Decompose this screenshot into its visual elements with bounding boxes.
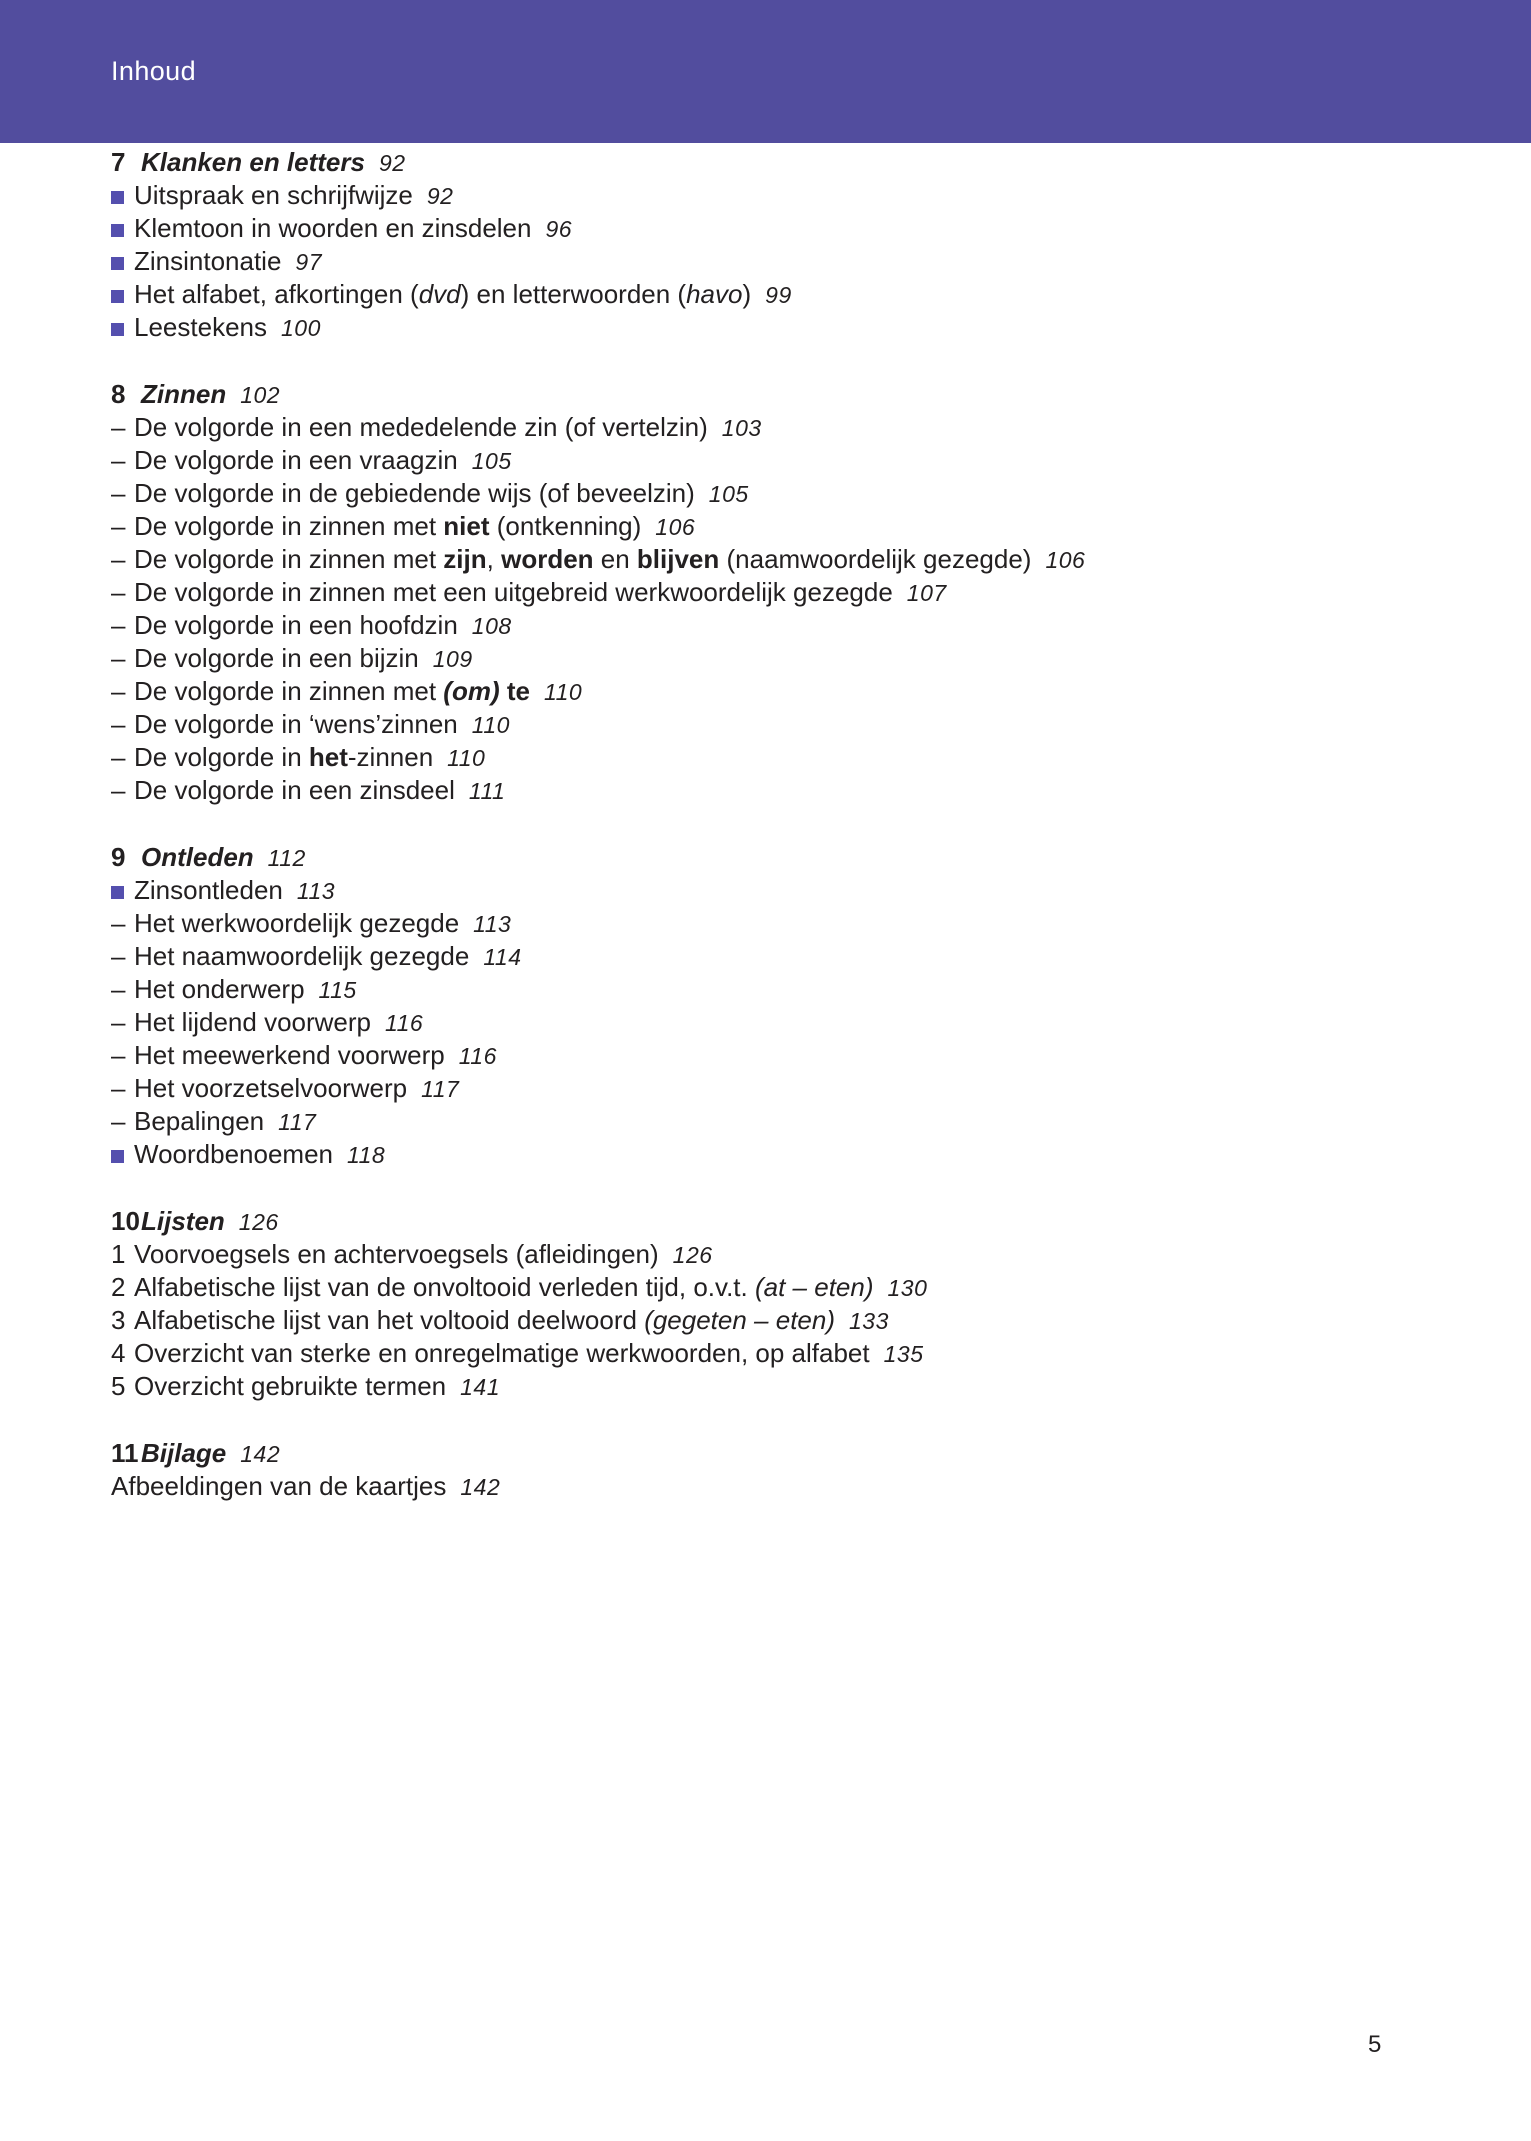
- toc-item: [111, 1105, 1511, 1138]
- item-page-number: 105: [708, 481, 749, 507]
- dash-bullet-icon: –: [111, 775, 126, 805]
- item-title: [134, 478, 695, 508]
- item-title: [134, 1239, 659, 1269]
- text-run: Het naamwoordelijk gezegde: [134, 941, 470, 971]
- square-bullet-icon: [111, 245, 134, 277]
- item-title: [134, 1305, 835, 1335]
- dash-bullet-icon: –: [111, 643, 126, 673]
- text-run: -zinnen: [347, 742, 434, 772]
- text-run: De volgorde in zinnen met: [134, 511, 444, 541]
- text-run: De volgorde in: [134, 742, 309, 772]
- toc-item: [111, 940, 1511, 973]
- item-number: 3: [111, 1305, 126, 1335]
- toc-item: [111, 179, 1511, 212]
- toc-item: [111, 907, 1511, 940]
- item-title: [134, 246, 281, 276]
- text-run: havo: [686, 279, 743, 309]
- text-run: De volgorde in zinnen met een uitgebreid werkwoordelijk gezegde: [134, 577, 893, 607]
- item-page-number: 99: [765, 282, 792, 308]
- section-page-number: 142: [240, 1441, 281, 1467]
- section-number: 7: [111, 147, 126, 177]
- item-number: 1: [111, 1239, 126, 1269]
- section-heading: [111, 841, 1511, 874]
- item-title: [134, 511, 641, 541]
- item-title: [134, 643, 419, 673]
- toc-item: [111, 1138, 1511, 1171]
- header-bar: [0, 0, 1531, 143]
- item-title: [134, 577, 893, 607]
- dash-bullet-icon: –: [111, 1007, 126, 1037]
- toc-item: [111, 278, 1511, 311]
- text-run: Het voorzetselvoorwerp: [134, 1073, 408, 1103]
- item-title: [134, 875, 283, 905]
- dash-bullet-icon: –: [111, 544, 126, 574]
- text-run: (om): [443, 676, 500, 706]
- text-run: ) en letterwoorden (: [460, 279, 687, 309]
- text-run: Alfabetische lijst van het voltooid deelwoord: [134, 1305, 645, 1335]
- item-page-number: 135: [883, 1341, 924, 1367]
- section-number: 10: [111, 1206, 140, 1236]
- item-page-number: 117: [278, 1109, 317, 1135]
- text-run: blijven: [636, 544, 720, 574]
- text-run: Het lijdend voorwerp: [134, 1007, 372, 1037]
- item-page-number: 92: [426, 183, 454, 209]
- toc-item: [111, 311, 1511, 344]
- dash-bullet-icon: –: [111, 1073, 126, 1103]
- item-page-number: 114: [483, 944, 522, 970]
- item-page-number: 126: [672, 1242, 713, 1268]
- text-run: Het meewerkend voorwerp: [134, 1040, 445, 1070]
- item-page-number: 106: [1045, 547, 1086, 573]
- section-page-number: 102: [240, 382, 281, 408]
- toc-section: [111, 378, 1511, 807]
- square-bullet-icon: [111, 179, 134, 211]
- text-run: Bepalingen: [134, 1106, 265, 1136]
- square-bullet-icon: [111, 1150, 124, 1163]
- section-page-number: 112: [267, 845, 306, 871]
- toc-item: [111, 774, 1511, 807]
- toc-item: [111, 1337, 1511, 1370]
- toc-item: [111, 642, 1511, 675]
- section-heading: [111, 378, 1511, 411]
- item-title: [134, 610, 458, 640]
- text-run: Overzicht gebruikte termen: [134, 1371, 447, 1401]
- dash-bullet-icon: –: [111, 577, 126, 607]
- square-bullet-icon: [111, 886, 124, 899]
- text-run: Het alfabet, afkortingen (: [134, 279, 419, 309]
- text-run: Klemtoon in woorden en zinsdelen: [134, 213, 532, 243]
- square-bullet-icon: [111, 290, 124, 303]
- toc-item: [111, 510, 1511, 543]
- section-title: Klanken en letters: [141, 147, 365, 177]
- item-title: [134, 544, 1031, 574]
- square-bullet-icon: [111, 191, 124, 204]
- section-title: Ontleden: [141, 842, 254, 872]
- toc-item: [111, 212, 1511, 245]
- item-title: [134, 312, 267, 342]
- text-run: Uitspraak en schrijfwijze: [134, 180, 413, 210]
- square-bullet-icon: [111, 224, 124, 237]
- text-run: De volgorde in zinnen met: [134, 544, 444, 574]
- item-page-number: 115: [318, 977, 357, 1003]
- text-run: ,: [486, 544, 502, 574]
- text-run: Leestekens: [134, 312, 267, 342]
- toc-section: [111, 1205, 1511, 1403]
- item-title: [134, 1338, 870, 1368]
- text-run: Alfabetische lijst van de onvoltooid verleden tijd, o.v.t.: [134, 1272, 755, 1302]
- text-run: Overzicht van sterke en onregelmatige werkwoorden, op alfabet: [134, 1338, 870, 1368]
- dash-bullet-icon: –: [111, 709, 126, 739]
- text-run: Afbeeldingen van de kaartjes: [111, 1471, 447, 1501]
- text-run: dvd: [418, 279, 461, 309]
- item-page-number: 141: [460, 1374, 501, 1400]
- toc-item: [111, 1304, 1511, 1337]
- square-bullet-icon: [111, 874, 134, 906]
- table-of-contents: [111, 146, 1511, 1537]
- dash-bullet-icon: –: [111, 1106, 126, 1136]
- toc-item: [111, 543, 1511, 576]
- item-page-number: 142: [460, 1474, 501, 1500]
- toc-item: [111, 874, 1511, 907]
- text-run: (at – eten): [754, 1272, 874, 1302]
- item-title: [134, 908, 459, 938]
- toc-item: [111, 1006, 1511, 1039]
- page-number: 5: [1368, 2031, 1382, 2058]
- item-title: [134, 1272, 874, 1302]
- item-page-number: 110: [471, 712, 510, 738]
- toc-section: [111, 146, 1511, 344]
- text-run: en: [593, 544, 637, 574]
- toc-item: [111, 411, 1511, 444]
- text-run: (naamwoordelijk gezegde): [719, 544, 1032, 574]
- section-number: 11: [111, 1438, 139, 1468]
- square-bullet-icon: [111, 1138, 134, 1170]
- dash-bullet-icon: –: [111, 478, 126, 508]
- item-page-number: 97: [295, 249, 323, 275]
- dash-bullet-icon: –: [111, 445, 126, 475]
- square-bullet-icon: [111, 278, 134, 310]
- toc-item: [111, 1039, 1511, 1072]
- text-run: De volgorde in een vraagzin: [134, 445, 458, 475]
- text-run: worden: [501, 544, 594, 574]
- text-run: (gegeten – eten): [644, 1305, 835, 1335]
- text-run: De volgorde in de gebiedende wijs (of beveelzin): [134, 478, 695, 508]
- item-page-number: 110: [543, 679, 583, 705]
- item-page-number: 108: [471, 613, 512, 639]
- item-page-number: 107: [906, 580, 947, 606]
- toc-item: [111, 741, 1511, 774]
- item-page-number: 117: [421, 1076, 460, 1102]
- page-title: Inhoud: [111, 56, 196, 86]
- toc-item: [111, 1072, 1511, 1105]
- toc-section: [111, 1437, 1511, 1503]
- toc-section: [111, 841, 1511, 1171]
- section-title: Zinnen: [141, 379, 227, 409]
- square-bullet-icon: [111, 311, 134, 343]
- item-title: [134, 709, 458, 739]
- dash-bullet-icon: –: [111, 941, 126, 971]
- toc-item: [111, 245, 1511, 278]
- item-page-number: 96: [545, 216, 573, 242]
- item-title: [134, 974, 305, 1004]
- text-run: De volgorde in een zinsdeel: [134, 775, 455, 805]
- item-page-number: 133: [849, 1308, 889, 1334]
- item-page-number: 116: [458, 1043, 497, 1069]
- square-bullet-icon: [111, 323, 124, 336]
- item-page-number: 105: [471, 448, 512, 474]
- toc-item: [111, 675, 1511, 708]
- item-number: 5: [111, 1371, 126, 1401]
- item-title: [134, 412, 708, 442]
- text-run: te: [506, 676, 530, 706]
- item-title: [134, 1139, 333, 1169]
- item-title: [111, 1471, 446, 1501]
- item-page-number: 103: [721, 415, 762, 441]
- section-heading: [111, 1437, 1511, 1470]
- section-number: 8: [111, 379, 126, 409]
- item-page-number: 118: [347, 1142, 386, 1168]
- item-title: [134, 676, 530, 706]
- item-title: [134, 941, 469, 971]
- toc-item: [111, 609, 1511, 642]
- text-run: De volgorde in een mededelende zin (of vertelzin): [134, 412, 708, 442]
- section-heading: [111, 1205, 1511, 1238]
- toc-item: [111, 708, 1511, 741]
- dash-bullet-icon: –: [111, 974, 126, 1004]
- dash-bullet-icon: –: [111, 676, 126, 706]
- text-run: Woordbenoemen: [134, 1139, 333, 1169]
- item-title: [134, 775, 455, 805]
- text-run: De volgorde in een hoofdzin: [134, 610, 458, 640]
- text-run: het: [308, 742, 348, 772]
- text-run: De volgorde in zinnen met: [134, 676, 444, 706]
- text-run: Het onderwerp: [134, 974, 305, 1004]
- square-bullet-icon: [111, 212, 134, 244]
- dash-bullet-icon: –: [111, 511, 126, 541]
- section-heading: [111, 146, 1511, 179]
- toc-item: [111, 576, 1511, 609]
- item-title: [134, 1106, 264, 1136]
- dash-bullet-icon: –: [111, 1040, 126, 1070]
- text-run: Zinsontleden: [134, 875, 283, 905]
- item-page-number: 116: [385, 1010, 424, 1036]
- dash-bullet-icon: –: [111, 908, 126, 938]
- text-run: Het werkwoordelijk gezegde: [134, 908, 460, 938]
- toc-item: [111, 444, 1511, 477]
- dash-bullet-icon: –: [111, 742, 126, 772]
- item-page-number: 100: [280, 315, 321, 341]
- item-number: 4: [111, 1338, 126, 1368]
- text-run: Voorvoegsels en achtervoegsels (afleidingen): [134, 1239, 659, 1269]
- item-title: [134, 1040, 445, 1070]
- item-page-number: 111: [468, 778, 506, 804]
- text-run: [500, 676, 507, 706]
- toc-item: [111, 477, 1511, 510]
- toc-item: [111, 1470, 1511, 1503]
- item-title: [134, 1371, 446, 1401]
- section-page-number: 126: [238, 1209, 279, 1235]
- toc-item: [111, 1238, 1511, 1271]
- item-number: 2: [111, 1272, 126, 1302]
- dash-bullet-icon: –: [111, 610, 126, 640]
- item-title: [134, 213, 531, 243]
- text-run: Zinsintonatie: [134, 246, 282, 276]
- item-page-number: 130: [887, 1275, 928, 1301]
- text-run: zijn: [443, 544, 487, 574]
- item-page-number: 110: [447, 745, 486, 771]
- item-title: [134, 1073, 407, 1103]
- text-run: De volgorde in een bijzin: [134, 643, 419, 673]
- toc-item: [111, 1370, 1511, 1403]
- item-title: [134, 180, 413, 210]
- item-title: [134, 742, 433, 772]
- item-title: [134, 1007, 371, 1037]
- text-run: De volgorde in ‘wens’zinnen: [134, 709, 458, 739]
- square-bullet-icon: [111, 257, 124, 270]
- item-page-number: 106: [655, 514, 696, 540]
- dash-bullet-icon: –: [111, 412, 126, 442]
- item-title: [134, 445, 458, 475]
- item-page-number: 113: [296, 878, 336, 904]
- section-page-number: 92: [378, 150, 406, 176]
- toc-item: [111, 973, 1511, 1006]
- section-title: Lijsten: [141, 1206, 225, 1236]
- text-run: niet: [443, 511, 490, 541]
- section-title: Bijlage: [141, 1438, 227, 1468]
- toc-item: [111, 1271, 1511, 1304]
- item-page-number: 113: [473, 911, 512, 937]
- text-run: (ontkenning): [489, 511, 642, 541]
- section-number: 9: [111, 842, 126, 872]
- item-page-number: 109: [432, 646, 473, 672]
- item-title: [134, 279, 751, 309]
- text-run: ): [742, 279, 752, 309]
